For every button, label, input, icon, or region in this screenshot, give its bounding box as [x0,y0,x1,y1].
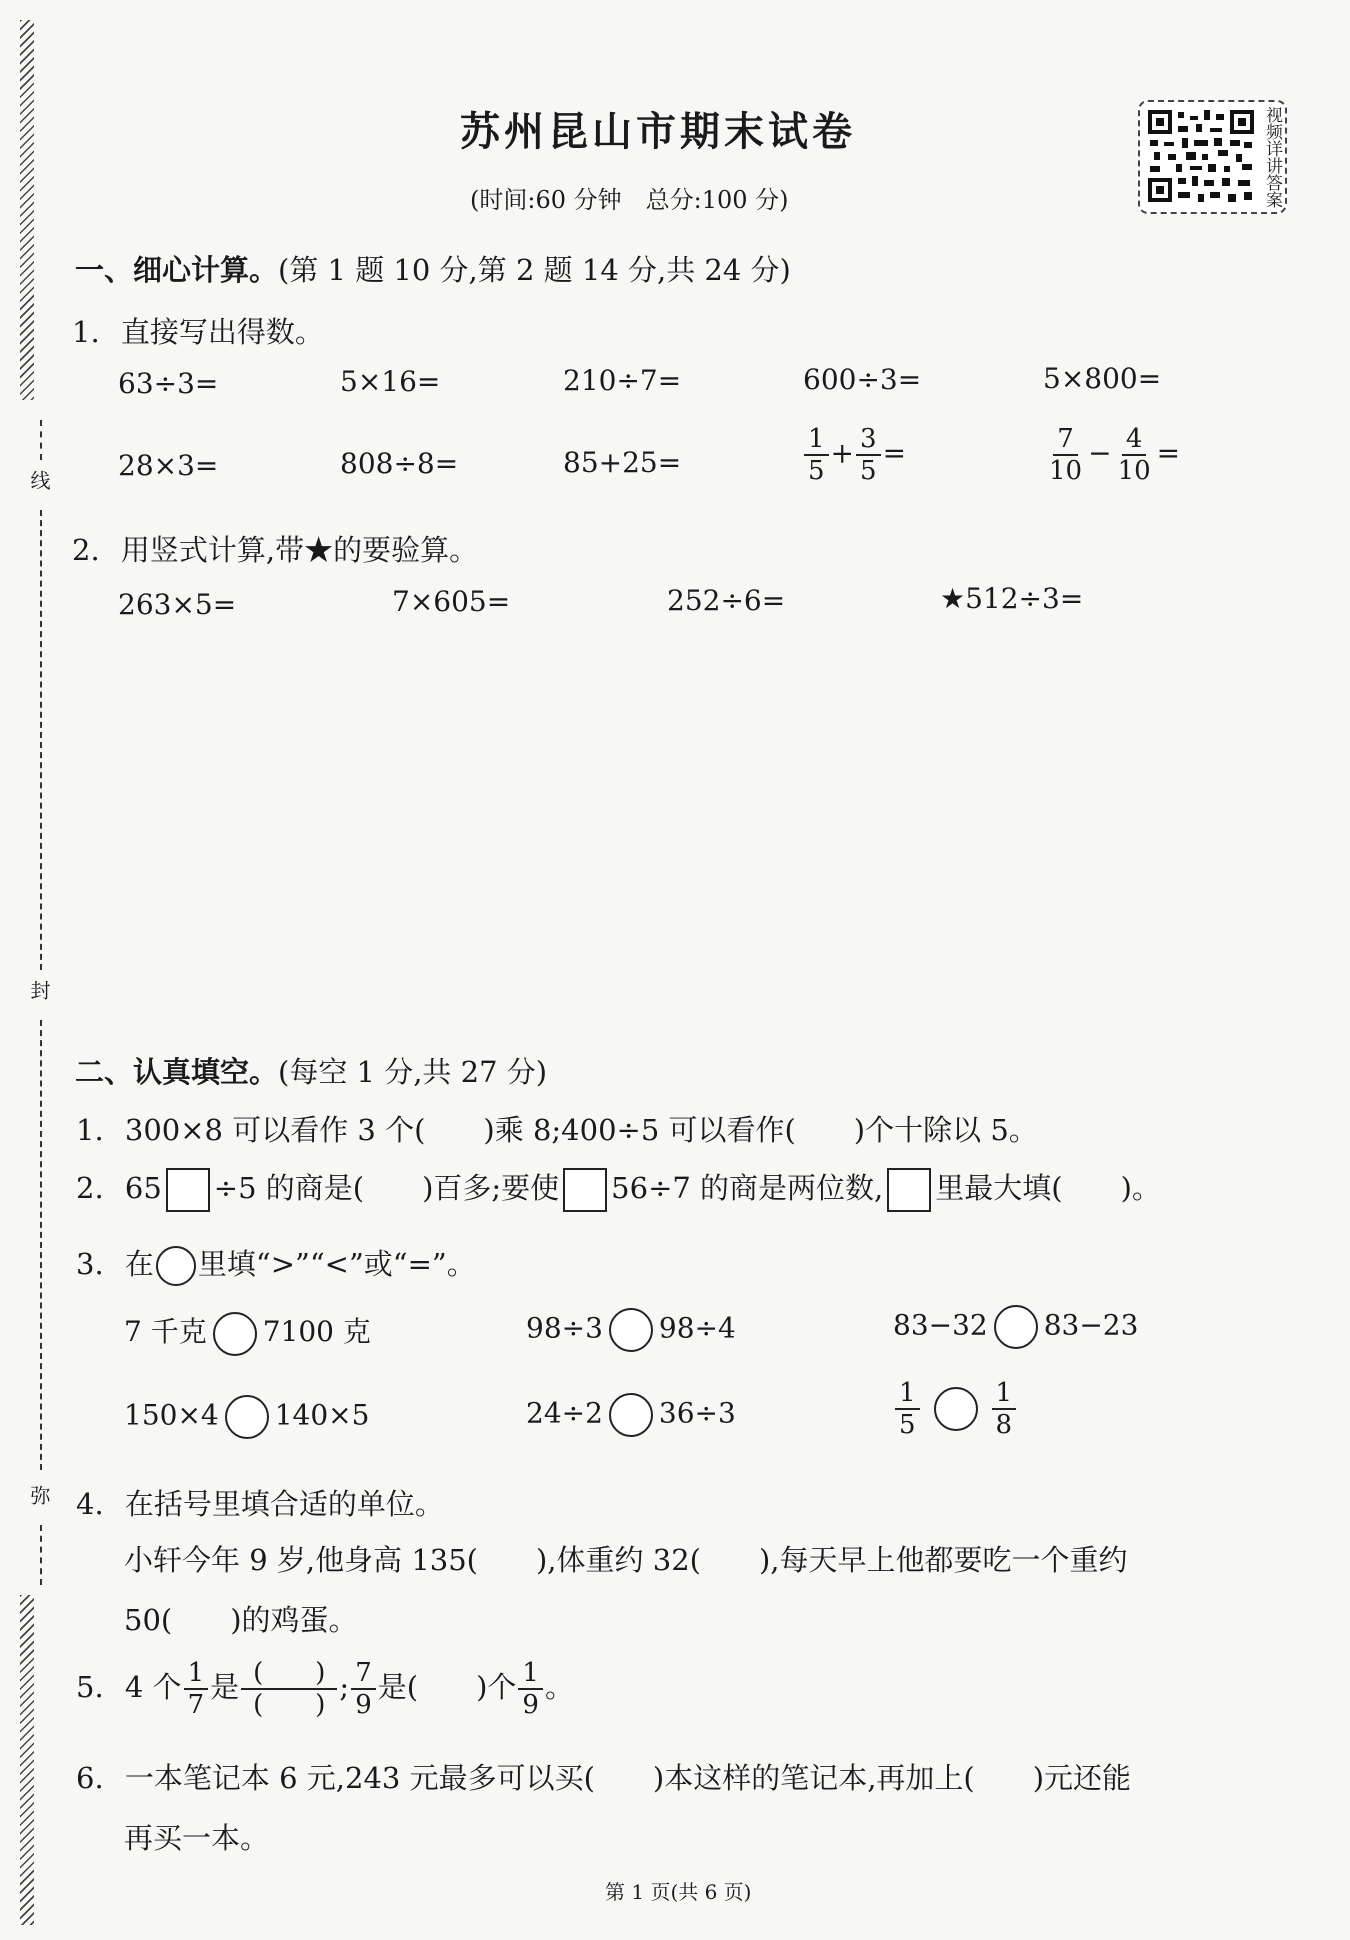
question-text: 300×8 可以看作 3 个( )乘 8;400÷5 可以看作( )个十除以 5。 [124,1113,1038,1147]
s2-q3-compare-3: 83−32 83−23 [893,1305,1138,1349]
s2-q4-line-2: 50( )的鸡蛋。 [124,1603,358,1637]
s2-q3-compare-5: 24÷2 36÷3 [526,1393,736,1437]
dash-line [40,1020,42,1470]
s1-q1-r2-c3: 85+25= [563,446,682,479]
dash-line [40,1525,42,1585]
s2-q3-compare-6: $\frac{1}{5}$ $\frac{1}{8}$ [893,1378,1018,1440]
s1-q2-item-1: 263×5= [118,588,237,621]
s2-q1 [76,1108,1038,1149]
question-number: 4. [76,1487,104,1521]
binding-char-seal: 封 [27,980,51,1000]
s1-q1-r2-c1: 28×3= [118,449,219,482]
s1-q1-fraction-diff: $\frac{7}{10}$ − $\frac{4}{10}$ = [1049,424,1181,486]
s2-q2: 2. 65 ÷5 的商是( )百多;要使 56÷7 的商是两位数, 里最大填( )。 [76,1166,1161,1212]
section-1-title: 一、细心计算。 [75,253,279,287]
s2-q3-heading: 3. 在 里填“>”“<”或“=”。 [76,1242,476,1286]
compare-circle[interactable] [609,1393,653,1437]
s2-q5: 5. 4 个 $\frac{1}{7}$ 是 $\frac{( )}{( )}$ ; $\frac{7}{9}$ 是( )个 $\frac{1}{9}$ 。 [76,1658,574,1720]
page-footer: 第 1 页(共 6 页) [605,1880,752,1904]
s1-q1-heading [72,310,324,351]
question-number: 6. [76,1761,104,1795]
question-text: 用竖式计算,带★的要验算。 [120,533,479,567]
s1-q1-r1-c5: 5×800= [1043,362,1162,395]
page-title: 苏州昆山市期末试卷 [460,109,856,155]
s1-q1-r1-c2: 5×16= [340,365,441,398]
digit-box[interactable] [563,1168,607,1212]
binding-char-bind: 弥 [27,1485,51,1505]
section-1-heading [75,248,791,289]
question-number: 2. [72,533,100,567]
s2-q4-line-1: 小轩今年 9 岁,他身高 135( ),体重约 32( ),每天早上他都要吃一个重约 [124,1543,1128,1577]
s1-q1-fraction-sum: $\frac{1}{5}$ + $\frac{3}{5}$ = [802,424,906,486]
section-2-note: (每空 1 分,共 27 分) [278,1055,548,1089]
s2-q6-line-2: 再买一本。 [124,1821,270,1855]
s1-q2-heading [72,528,478,569]
s1-q1-r1-c4: 600÷3= [803,363,922,396]
binding-char-line: 线 [27,470,51,490]
s1-q2-item-4: ★512÷3= [940,582,1084,615]
compare-circle[interactable] [213,1312,257,1356]
s2-q6 [76,1756,1131,1797]
compare-circle[interactable] [994,1305,1038,1349]
qr-label: 视频详讲答案 [1262,106,1282,208]
compare-circle[interactable] [934,1387,978,1431]
question-number: 1. [76,1113,104,1147]
question-number: 2. [76,1171,104,1205]
s1-q2-item-2: 7×605= [392,585,511,618]
s2-q3-compare-1: 7 千克 7100 克 [124,1310,371,1356]
page-subtitle: (时间:60 分钟 总分:100 分) [470,186,789,214]
compare-circle[interactable] [225,1395,269,1439]
section-1-note: (第 1 题 10 分,第 2 题 14 分,共 24 分) [278,253,791,287]
blank-fraction[interactable]: $\frac{( )}{( )}$ [241,1658,337,1720]
qr-code[interactable] [1138,100,1287,214]
binding-margin [0,0,60,1940]
hatch-strip-top [20,20,34,400]
question-number: 5. [76,1670,104,1704]
s2-q3-compare-2: 98÷3 98÷4 [526,1308,736,1352]
s1-q2-item-3: 252÷6= [667,584,786,617]
question-number: 3. [76,1247,104,1281]
hatch-strip-bottom [20,1595,34,1925]
section-2-title: 二、认真填空。 [75,1055,279,1089]
s1-q1-r2-c2: 808÷8= [340,447,459,480]
digit-box[interactable] [166,1168,210,1212]
s1-q1-r1-c3: 210÷7= [563,364,682,397]
question-text: 直接写出得数。 [120,315,324,349]
qr-pattern-icon [1148,110,1254,202]
compare-circle [156,1246,196,1286]
s2-q3-compare-4: 150×4 140×5 [124,1395,369,1439]
s2-q4-heading [76,1482,444,1523]
question-text: 一本笔记本 6 元,243 元最多可以买( )本这样的笔记本,再加上( )元还能 [124,1761,1132,1795]
question-text: 在括号里填合适的单位。 [124,1487,444,1521]
dash-line [40,420,42,460]
compare-circle[interactable] [609,1308,653,1352]
question-number: 1. [72,315,100,349]
digit-box[interactable] [887,1168,931,1212]
section-2-heading [75,1050,547,1091]
dash-line [40,510,42,970]
s1-q1-r1-c1: 63÷3= [118,367,219,400]
